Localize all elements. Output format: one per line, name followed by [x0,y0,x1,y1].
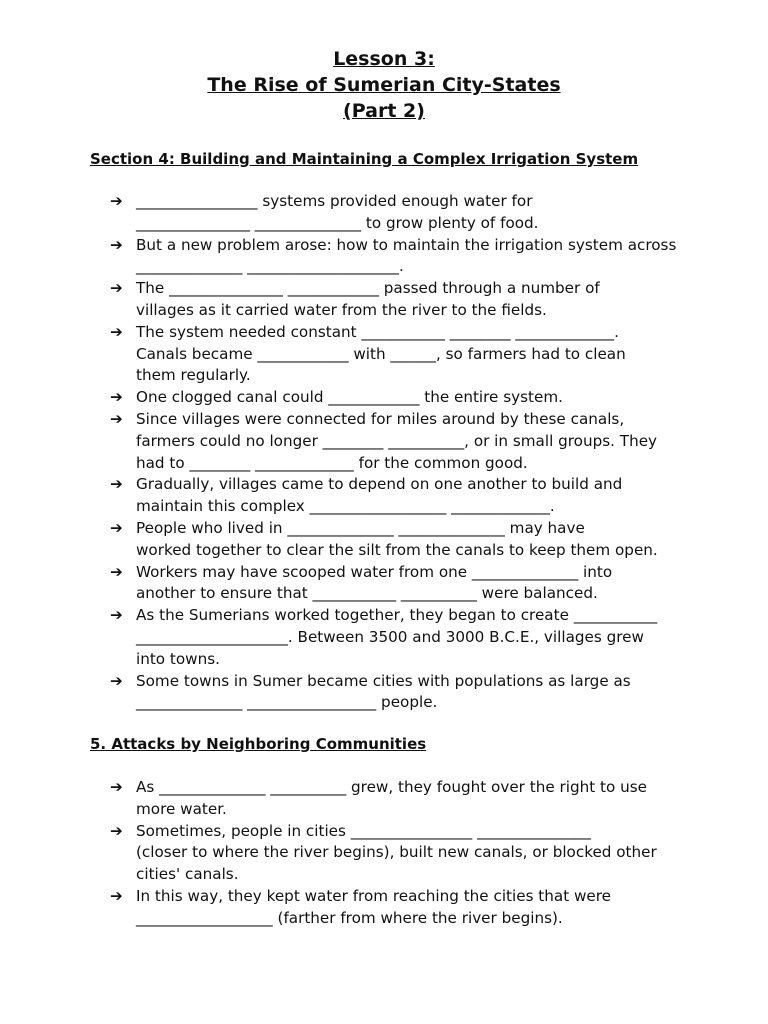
section-4-list [110,191,710,714]
text-line: had to ________ _____________ for the common good. [136,453,528,472]
text-line: ____________________. Between 3500 and 3000 B.C.E., villages grew [136,627,644,646]
text-line: Sometimes, people in cities ________________ _______________ [136,821,591,840]
arrow-icon: ➔ [110,409,123,428]
text-line: them regularly. [136,366,251,385]
arrow-icon: ➔ [110,821,123,840]
text-line: ________________ systems provided enough water for [136,192,533,210]
text-line: farmers could no longer ________ __________, or in small groups. They [136,431,658,450]
text-line: Gradually, villages came to depend on one another to build and [136,475,623,494]
arrow-icon: ➔ [110,671,123,690]
list-item [110,562,710,606]
arrow-icon: ➔ [110,562,123,581]
title-line-2: The Rise of Sumerian City-States [207,74,561,96]
list-item [110,191,710,235]
text-line: maintain this complex __________________ _____________. [136,497,555,516]
arrow-icon: ➔ [110,475,123,494]
arrow-icon: ➔ [110,518,123,537]
text-line: As ______________ __________ grew, they fought over the right to use [136,778,647,796]
text-line: Workers may have scooped water from one ______________ into [136,562,613,581]
text-line: cities' canals. [136,865,239,884]
arrow-icon: ➔ [110,388,123,407]
text-line: The _______________ ____________ passed through a number of [136,279,600,298]
text-line: Canals became ____________ with ______, so farmers had to clean [136,344,626,363]
text-line: ______________ _________________ people. [136,693,438,712]
list-item [110,777,710,821]
list-item [110,474,710,518]
arrow-icon: ➔ [110,279,123,298]
text-line: more water. [136,799,227,818]
text-line: Since villages were connected for miles around by these canals, [136,409,625,428]
title-line-1: Lesson 3: [333,48,435,70]
text-line: __________________ (farther from where the river begins). [136,908,563,927]
text-line: But a new problem arose: how to maintain the irrigation system across [136,235,677,254]
text-line: worked together to clear the silt from the canals to keep them open. [136,540,658,559]
section-5-heading: 5. Attacks by Neighboring Communities [90,735,427,753]
arrow-icon: ➔ [110,778,123,796]
list-item [110,821,710,886]
list-item [110,671,710,715]
list-item [110,387,710,409]
text-line: Some towns in Sumer became cities with populations as large as [136,671,631,690]
arrow-icon: ➔ [110,322,123,341]
text-line: As the Sumerians worked together, they began to create ___________ [136,606,658,625]
section-5-list [110,777,710,930]
title-line-3: (Part 2) [343,100,425,122]
text-line: People who lived in ______________ ______________ may have [136,518,585,537]
list-item [110,278,710,322]
list-item [110,518,710,562]
text-line: into towns. [136,649,220,668]
list-item [110,322,710,387]
text-line: (closer to where the river begins), built new canals, or blocked other [136,843,657,862]
arrow-icon: ➔ [110,192,123,210]
list-item [110,409,710,474]
text-line: In this way, they kept water from reaching the cities that were [136,886,611,905]
list-item [110,605,710,670]
list-item [110,886,710,930]
text-line: another to ensure that ___________ __________ were balanced. [136,584,598,603]
section-4-heading: Section 4: Building and Maintaining a Complex Irrigation System [90,150,639,168]
text-line: The system needed constant ___________ ________ _____________. [136,322,619,341]
lesson-title [0,46,768,124]
text-line: villages as it carried water from the river to the fields. [136,300,547,319]
arrow-icon: ➔ [110,886,123,905]
arrow-icon: ➔ [110,606,123,625]
arrow-icon: ➔ [110,235,123,254]
list-item [110,235,710,279]
text-line: One clogged canal could ____________ the entire system. [136,388,563,407]
text-line: _______________ ______________ to grow plenty of food. [136,213,539,232]
text-line: ______________ ____________________. [136,257,404,276]
